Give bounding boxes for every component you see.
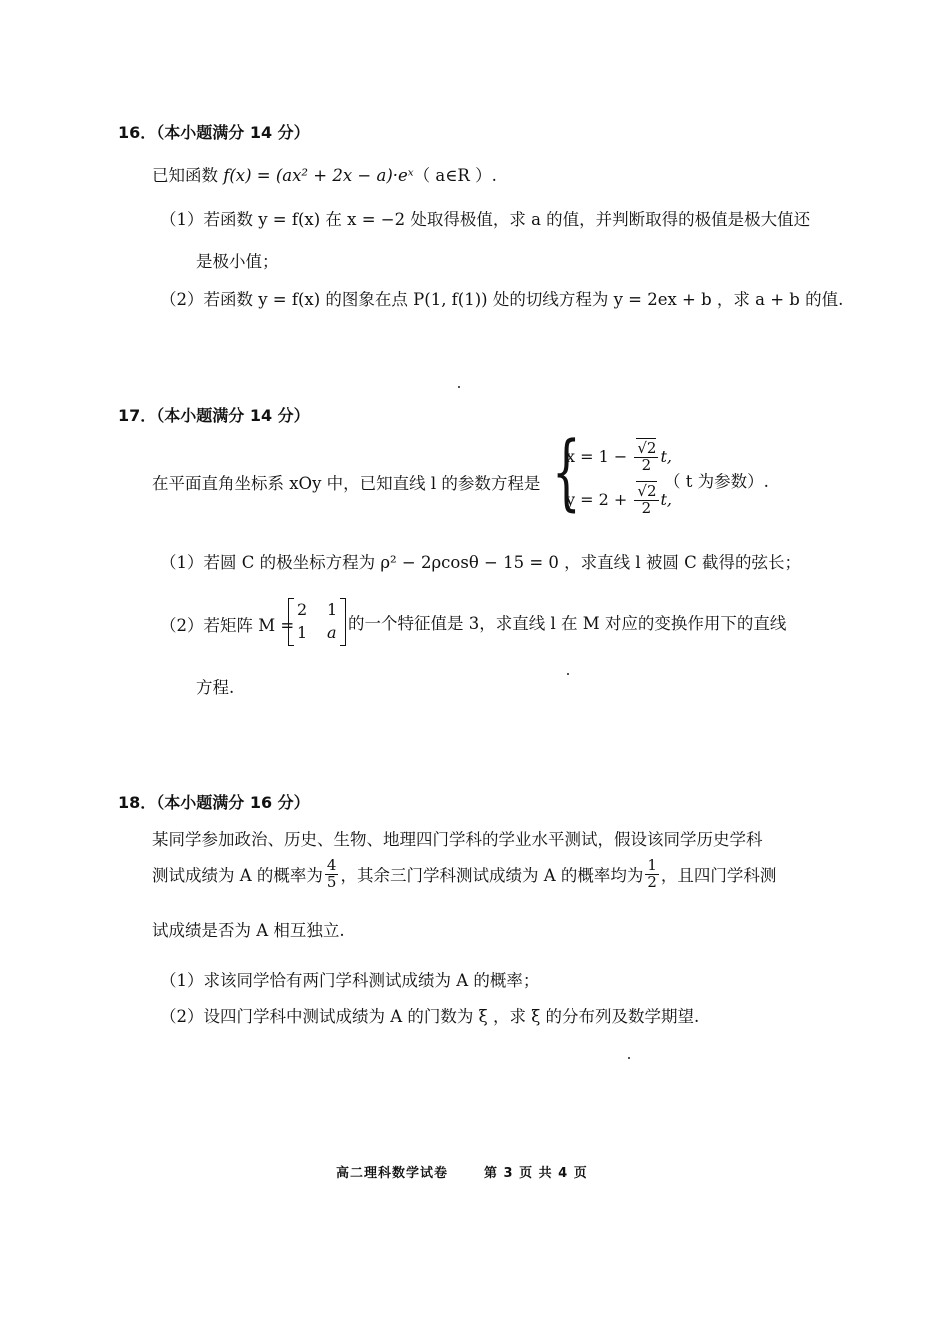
q16-part1-line2: 是极小值；: [196, 252, 279, 271]
footer-page-number: 第 3 页 共 4 页: [484, 1166, 588, 1181]
scan-speck: [567, 673, 569, 675]
q16-stem: [152, 162, 497, 186]
q17-part2-pre: （2）若矩阵 M =: [160, 616, 295, 635]
fraction-1-2: $\frac{1}{2}$: [647, 856, 657, 891]
q18-line2: 测试成绩为 A 的概率为 $\frac{4}{5}$ ，其余三门学科测试成绩为 A 的概率均为 $\frac{1}{2}$ ，且四门学科测: [152, 856, 777, 891]
q17-eq2: y = 2 + $\frac{√2}{2}$ t,: [566, 482, 673, 517]
system-brace: {: [552, 425, 581, 520]
q18-part2: （2）设四门学科中测试成绩为 A 的门数为 ξ ，求 ξ 的分布列及数学期望.: [160, 1007, 700, 1026]
q16-heading: 16．（本小题满分 14 分）: [118, 123, 310, 142]
q18-part1: （1）求该同学恰有两门学科测试成绩为 A 的概率；: [160, 971, 540, 990]
q16-stem-pre: 已知函数: [152, 166, 224, 185]
q17-part1: （1）若圆 C 的极坐标方程为 ρ² − 2ρcosθ − 15 = 0 ，求直线 l 被圆 C 截得的弦长；: [160, 553, 802, 572]
matrix-cell: a: [327, 623, 337, 642]
q16-stem-post: （ a∈R ）.: [413, 166, 497, 185]
scan-speck: [628, 1057, 630, 1059]
matrix-M: [288, 598, 346, 646]
matrix-cell: 1: [327, 600, 338, 619]
q16-stem-formula: f(x) = (ax² + 2x − a)·eˣ: [223, 166, 414, 185]
q17-heading: 17．（本小题满分 14 分）: [118, 406, 310, 425]
q17-part2-post: 的一个特征值是 3，求直线 l 在 M 对应的变换作用下的直线: [348, 614, 787, 633]
footer-title: 高二理科数学试卷: [336, 1166, 449, 1181]
fraction-4-5: $\frac{4}{5}$: [326, 856, 337, 891]
q16-part1-line1: （1）若函数 y = f(x) 在 x = −2 处取得极值，求 a 的值，并判断取得的极值是极大值还: [160, 210, 811, 229]
q18-heading: 18．（本小题满分 16 分）: [118, 793, 310, 812]
q17-stem: 在平面直角坐标系 xOy 中，已知直线 l 的参数方程是: [152, 474, 541, 493]
q18-line3: 试成绩是否为 A 相互独立.: [152, 921, 345, 940]
q18-line1: 某同学参加政治、历史、生物、地理四门学科的学业水平测试，假设该同学历史学科: [152, 830, 763, 849]
q17-eq1: x = 1 − $\frac{√2}{2}$ t,: [566, 439, 672, 474]
q17-part2-line2: 方程.: [196, 678, 235, 697]
q16-part2: （2）若函数 y = f(x) 的图象在点 P(1, f(1)) 处的切线方程为 y = 2ex + b ，求 a + b 的值.: [160, 290, 844, 309]
matrix-cell: 2: [297, 600, 308, 619]
scan-speck: [458, 386, 460, 388]
q17-param-note: （ t 为参数）.: [664, 472, 769, 491]
matrix-cell: 1: [297, 623, 308, 642]
